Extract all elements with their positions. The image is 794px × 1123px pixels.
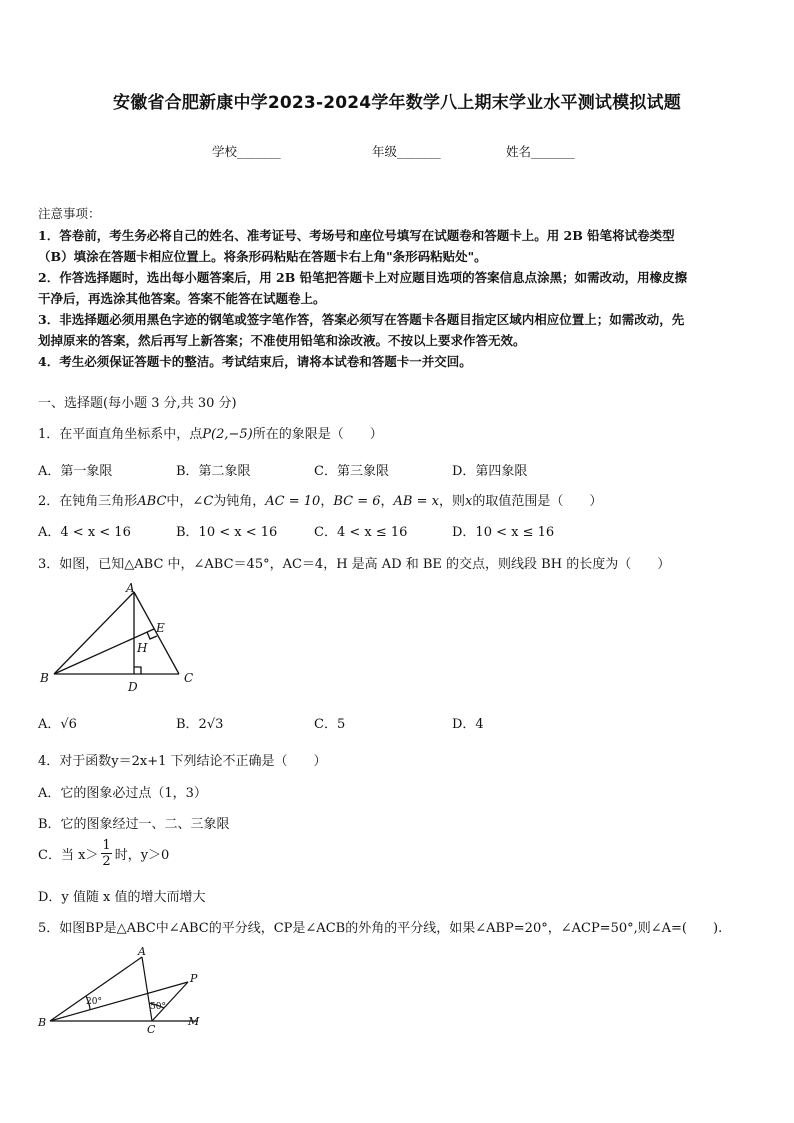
bisector-bp: [50, 982, 188, 1021]
right-angle-d: [134, 667, 141, 674]
label-e: E: [156, 621, 165, 635]
question-3: 3．如图，已知△ABC 中，∠ABC＝45°，AC＝4，H 是高 AD 和 BE 的交点，则线段 BH 的长度为（ ）: [38, 557, 671, 572]
q3-option-c: C．5: [314, 717, 346, 732]
section-title: 一、选择题(每小题 3 分,共 30 分): [38, 396, 237, 411]
notes-title: 注意事项：: [38, 206, 101, 221]
note-line: 2．作答选择题时，选出每小题答案后，用 2B 铅笔把答题卡上对应题目选项的答案信息点涂黑；如需改动，用橡皮擦: [38, 270, 688, 285]
q4-option-c: C．当 x＞ 1 2 时，y＞0: [38, 838, 170, 869]
q4-option-d: D．y 值随 x 值的增大而增大: [38, 890, 206, 905]
label-c: C: [184, 671, 194, 685]
question-1: 1．在平面直角坐标系中，点P(2,−5)所在的象限是（ ）: [38, 427, 383, 442]
note-line: 3．非选择题必须用黑色字迹的钢笔或签字笔作答，答案必须写在答题卡各题目指定区域内相应位置上；如需改动，先: [38, 312, 685, 327]
question-2: 2．在钝角三角形ABC中，∠C为钝角，AC = 10，BC = 6，AB = x，则x的取值范围是（ ）: [38, 494, 603, 509]
label-a: A: [126, 581, 135, 595]
q4-option-a: A．它的图象必过点（1，3）: [38, 786, 207, 801]
note-line: 4．考生必须保证答题卡的整洁。考试结束后，请将本试卷和答题卡一并交回。: [38, 354, 472, 369]
point-p: P(2,−5): [202, 427, 253, 442]
label-b: B: [40, 671, 49, 685]
angle-label-50: 50°: [150, 1002, 166, 1012]
q3-triangle-figure: [30, 580, 210, 695]
q2-option-c: C．4 < x ≤ 16: [314, 525, 408, 540]
q3-option-d: D．4: [452, 717, 484, 732]
label-p: P: [190, 972, 198, 985]
q1-option-b: B．第二象限: [176, 464, 251, 479]
fraction-one-half: 1 2: [102, 838, 111, 869]
note-line: （B）填涂在答题卡相应位置上。将条形码粘贴在答题卡右上角"条形码粘贴处"。: [38, 249, 487, 264]
question-4: 4．对于函数y＝2x+1 下列结论不正确是（ ）: [38, 754, 327, 769]
q3-option-b: B．2√3: [176, 717, 224, 732]
q3-option-a: A．√6: [38, 717, 77, 732]
q2-option-b: B．10 < x < 16: [176, 525, 278, 540]
note-line: 1．答卷前，考生务必将自己的姓名、准考证号、考场号和座位号填写在试题卷和答题卡上。用 2B 铅笔将试卷类型: [38, 228, 675, 243]
note-line: 干净后，再选涂其他答案。答案不能答在试题卷上。: [38, 291, 326, 306]
q1-option-c: C．第三象限: [314, 464, 389, 479]
page-title: 安徽省合肥新康中学2023-2024学年数学八上期末学业水平测试模拟试题: [113, 93, 681, 113]
question-5: 5．如图BP是△ABC中∠ABC的平分线，CP是∠ACB的外角的平分线，如果∠ABP=20°，∠ACP=50°,则∠A=( ).: [38, 921, 723, 936]
q1-option-a: A．第一象限: [38, 464, 113, 479]
q2-option-a: A．4 < x < 16: [38, 525, 131, 540]
school-field: 学校_______: [212, 144, 281, 159]
label-c: C: [147, 1023, 156, 1036]
label-d: D: [128, 680, 138, 694]
label-m: M: [188, 1015, 200, 1028]
label-b: B: [38, 1016, 47, 1029]
label-h: H: [137, 641, 148, 655]
q4-option-b: B．它的图象经过一、二、三象限: [38, 817, 230, 832]
q2-option-d: D．10 < x ≤ 16: [452, 525, 555, 540]
q1-option-d: D．第四象限: [452, 464, 528, 479]
angle-label-20: 20°: [86, 997, 102, 1007]
segment-ba: [50, 957, 142, 1021]
segment-ba: [54, 592, 134, 674]
name-field: 姓名_______: [506, 144, 575, 159]
label-a: A: [138, 945, 146, 958]
q5-angle-figure: [30, 945, 220, 1040]
note-line: 划掉原来的答案，然后再写上新答案；不准使用铅笔和涂改液。不按以上要求作答无效。: [38, 333, 526, 348]
grade-field: 年级_______: [372, 144, 441, 159]
